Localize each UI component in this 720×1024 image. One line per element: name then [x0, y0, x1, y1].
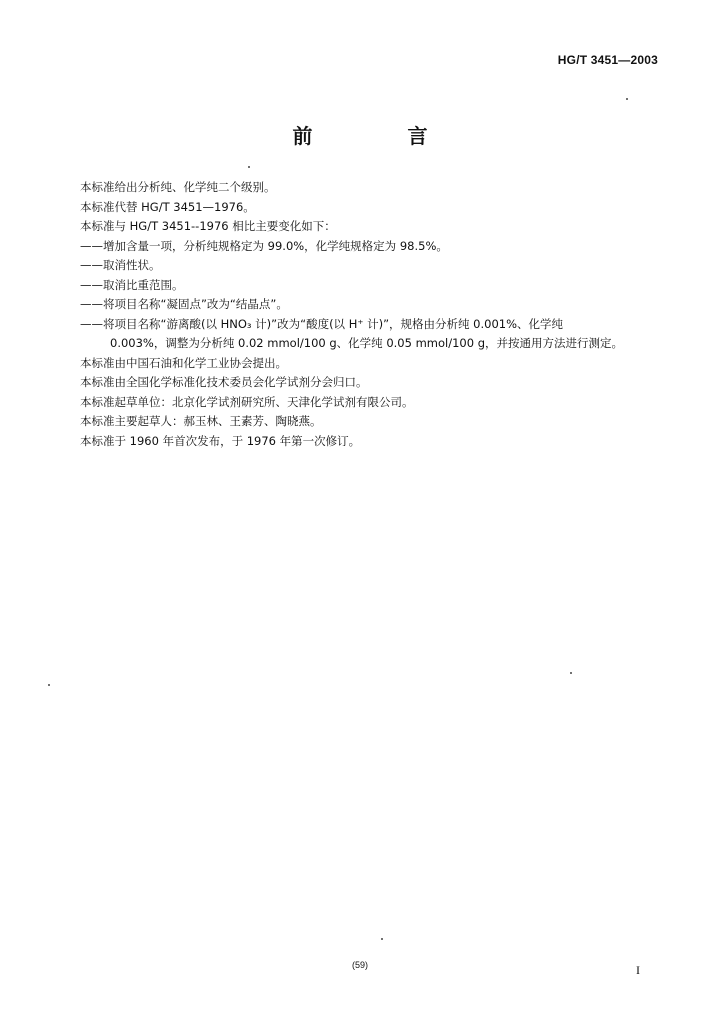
scan-speck — [381, 938, 383, 940]
page-title: 前 言 — [292, 124, 472, 148]
change-item-continuation: 0.003%，调整为分析纯 0.02 mmol/100 g、化学纯 0.05 mmol/100 g，并按通用方法进行测定。 — [110, 336, 624, 350]
change-item: ——将项目名称“游离酸(以 HNO₃ 计)”改为“酸度(以 H⁺ 计)”，规格由分析纯 0.001%、化学纯 — [80, 316, 564, 331]
page-number-right: I — [636, 963, 640, 977]
paragraph: 本标准由全国化学标准化技术委员会化学试剂分会归口。 — [80, 375, 368, 389]
scan-speck — [626, 98, 628, 100]
scan-speck — [248, 166, 250, 168]
change-item: ——增加含量一项，分析纯规格定为 99.0%，化学纯规格定为 98.5%。 — [80, 238, 448, 253]
standard-number: HG/T 3451—2003 — [557, 53, 658, 67]
foreword-body — [80, 178, 665, 451]
paragraph: 本标准主要起草人：郝玉林、王素芳、陶晓燕。 — [80, 414, 322, 428]
paragraph: 本标准于 1960 年首次发布，于 1976 年第一次修订。 — [80, 433, 361, 448]
paragraph: 本标准起草单位：北京化学试剂研究所、天津化学试剂有限公司。 — [80, 394, 414, 409]
change-item: ——取消性状。 — [80, 258, 161, 272]
paragraph: 本标准由中国石油和化学工业协会提出。 — [80, 355, 287, 370]
scan-speck — [48, 684, 50, 686]
paragraph: 本标准与 HG/T 3451--1976 相比主要变化如下： — [80, 219, 336, 233]
change-item: ——取消比重范围。 — [80, 277, 184, 292]
scan-speck — [570, 672, 572, 674]
paragraph: 本标准代替 HG/T 3451—1976。 — [80, 199, 255, 214]
page-number-center: (59) — [351, 960, 368, 970]
change-item: ——将项目名称“凝固点”改为“结晶点”。 — [80, 297, 288, 311]
paragraph: 本标准给出分析纯、化学纯二个级别。 — [80, 180, 276, 194]
